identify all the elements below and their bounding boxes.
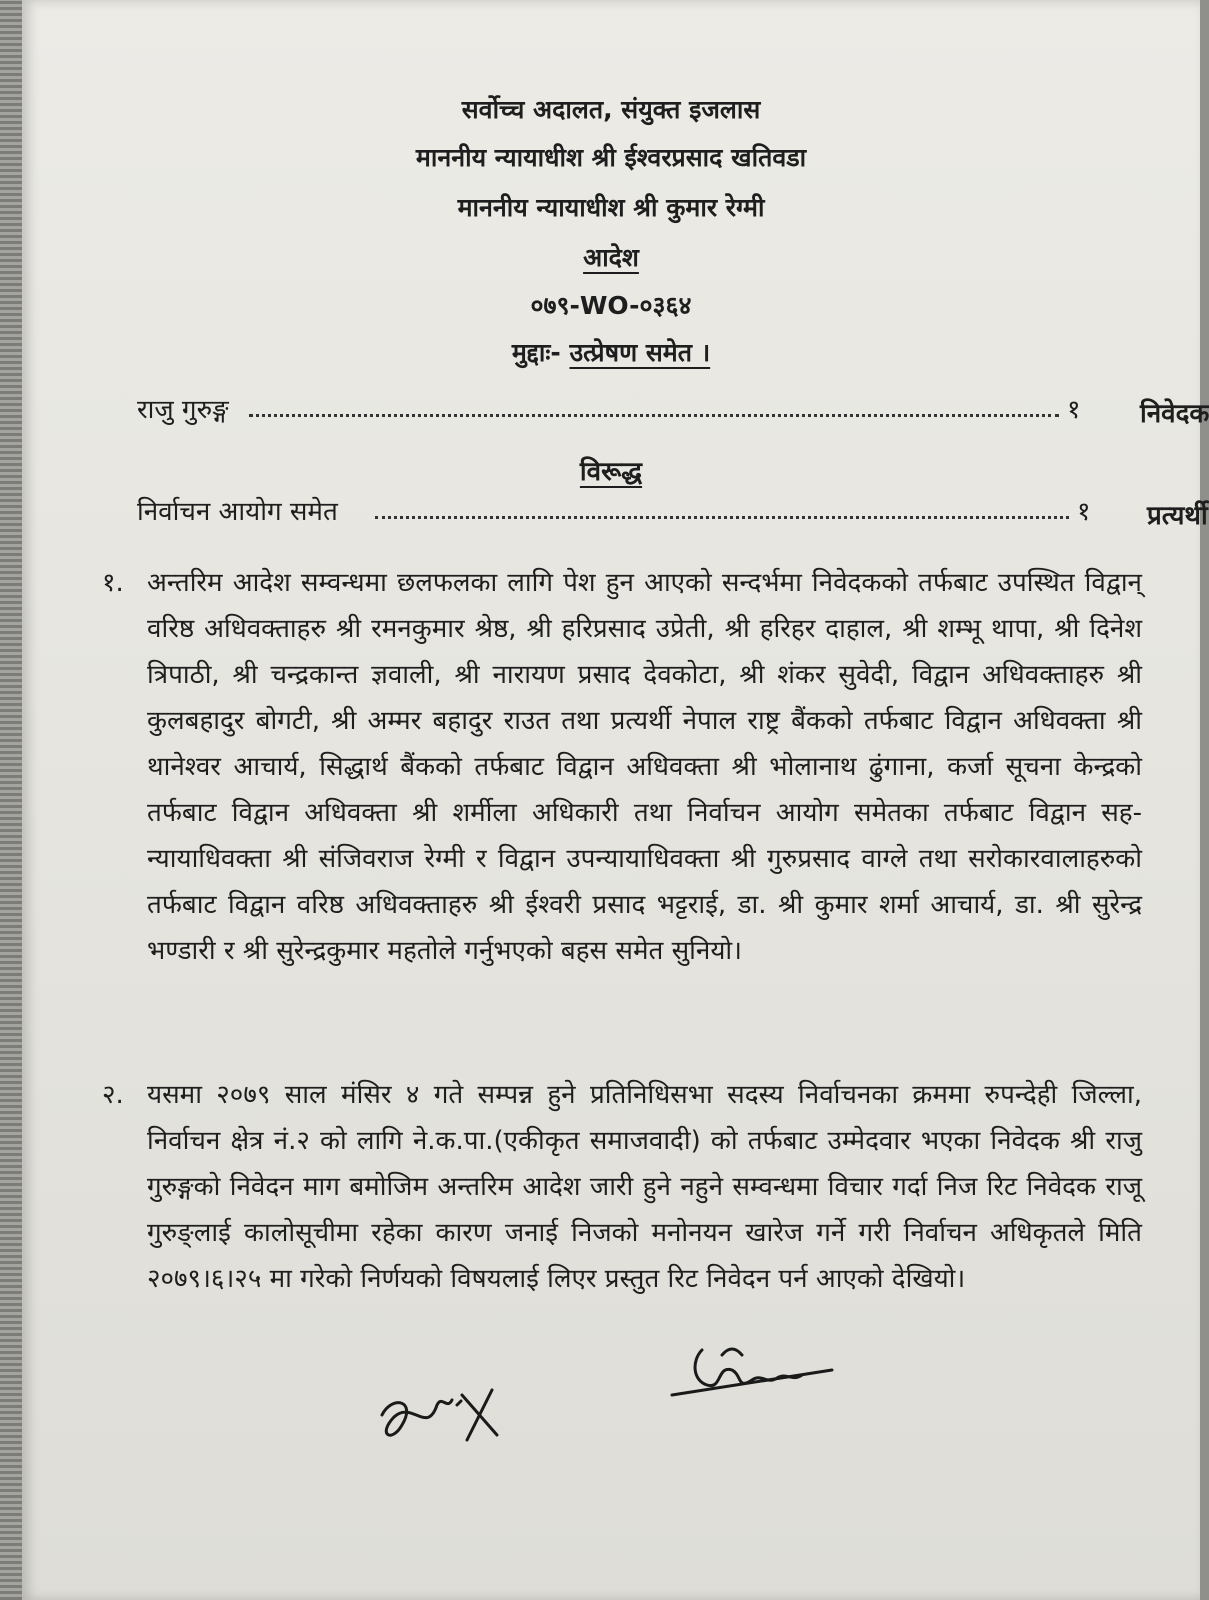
petitioner-row [137,390,1209,429]
petitioner-name: राजु गुरुङ्ग [137,395,229,425]
paragraph-number: २. [102,1080,124,1110]
paragraph-number: १. [102,568,124,598]
judge-2: माननीय न्यायाधीश श्री कुमार रेग्मी [457,193,765,222]
judge-1: माननीय न्यायाधीश श्री ईश्वरप्रसाद खतिवडा [415,143,807,172]
order-title: आदेश [583,243,639,272]
case-subject [22,335,1200,369]
respondent-count: १ [1077,497,1091,527]
subject-value: उत्प्रेषण समेत । [569,338,711,367]
respondent-role: प्रत्यर्थी [1147,501,1208,531]
petitioner-count: १ [1067,395,1081,425]
court-name: सर्वोच्च अदालत, संयुक्त इजलास [461,95,761,124]
paragraph-1 [102,560,1142,1070]
respondent-row [137,492,1208,531]
paragraph-2 [102,1072,1142,1352]
dot-leader [249,390,1059,417]
petitioner-role: निवेदक [1140,399,1209,429]
paragraph-text: यसमा २०७९ साल मंसिर ४ गते सम्पन्न हुने प्रतिनिधिसभा सदस्य निर्वाचनका क्रममा रुपन्देही जिल्ला, निर्वाचन क्षेत्र नं.२ को लागि ने.क.पा.(एकीकृत समाजवादी) को तर्फबाट उम्मेदवार भएका निवेदक श्री राजु गुरुङ्गको निवेदन माग बमोजिम अन्तरिम आदेश जारी हुने नहुने सम्वन्धमा विचार गर्दा निज रिट निवेदक राजू गुरुङ्लाई कालोसूचीमा रहेका कारण जनाई निजको मनोनयन खारेज गर्ने गरी निर्वाचन अधिकृतले मिति २०७९।६।२५ मा गरेको निर्णयको विषयलाई लिएर प्रस्तुत रिट निवेदन पर्न आएको देखियो। [147,1080,1142,1294]
page-edge-shadow [0,0,22,1600]
dot-leader [375,492,1069,519]
signature-judge-1 [372,1375,522,1455]
paragraph-text: अन्तरिम आदेश सम्वन्धमा छलफलका लागि पेश हुन आएको सन्दर्भमा निवेदकको तर्फबाट उपस्थित विद्वान् वरिष्ठ अधिवक्ताहरु श्री रमनकुमार श्रेष्ठ, श्री हरिप्रसाद उप्रेती, श्री हरिहर दाहाल, श्री शम्भू थापा, श्री दिनेश त्रिपाठी, श्री चन्द्रकान्त ज्ञवाली, श्री नारायण प्रसाद देवकोटा, श्री शंकर सुवेदी, विद्वान अधिवक्ताहरु श्री कुलबहादुर बोगटी, श्री अम्मर बहादुर राउत तथा प्रत्यर्थी नेपाल राष्ट्र बैंकको तर्फबाट विद्वान अधिवक्ता श्री थानेश्वर आचार्य, सिद्धार्थ बैंकको तर्फबाट विद्वान अधिवक्ता श्री भोलानाथ ढुंगाना, कर्जा सूचना केन्द्रको तर्फबाट विद्वान अधिवक्ता श्री शर्मीला अधिकारी तथा निर्वाचन आयोग समेतका तर्फबाट विद्वान सह-न्यायाधिवक्ता श्री संजिवराज रेग्मी र विद्वान उपन्यायाधिवक्ता श्री गुरुप्रसाद वाग्ले तथा सरोकारवालाहरुको तर्फबाट विद्वान वरिष्ठ अधिवक्ताहरु श्री ईश्वरी प्रसाद भट्टराई, डा. श्री कुमार शर्मा आचार्य, डा. श्री सुरेन्द्र भण्डारी र श्री सुरेन्द्रकुमार महतोले गर्नुभएको बहस समेत सुनियो। [147,568,1142,966]
versus-label: विरूद्ध [579,457,643,487]
respondent-name: निर्वाचन आयोग समेत [137,497,338,527]
case-number: ०७९-WO-०३६४ [530,291,692,320]
signature-judge-2 [662,1340,842,1410]
court-order-page [22,0,1209,1600]
subject-label: मुद्दाः- [511,338,561,367]
